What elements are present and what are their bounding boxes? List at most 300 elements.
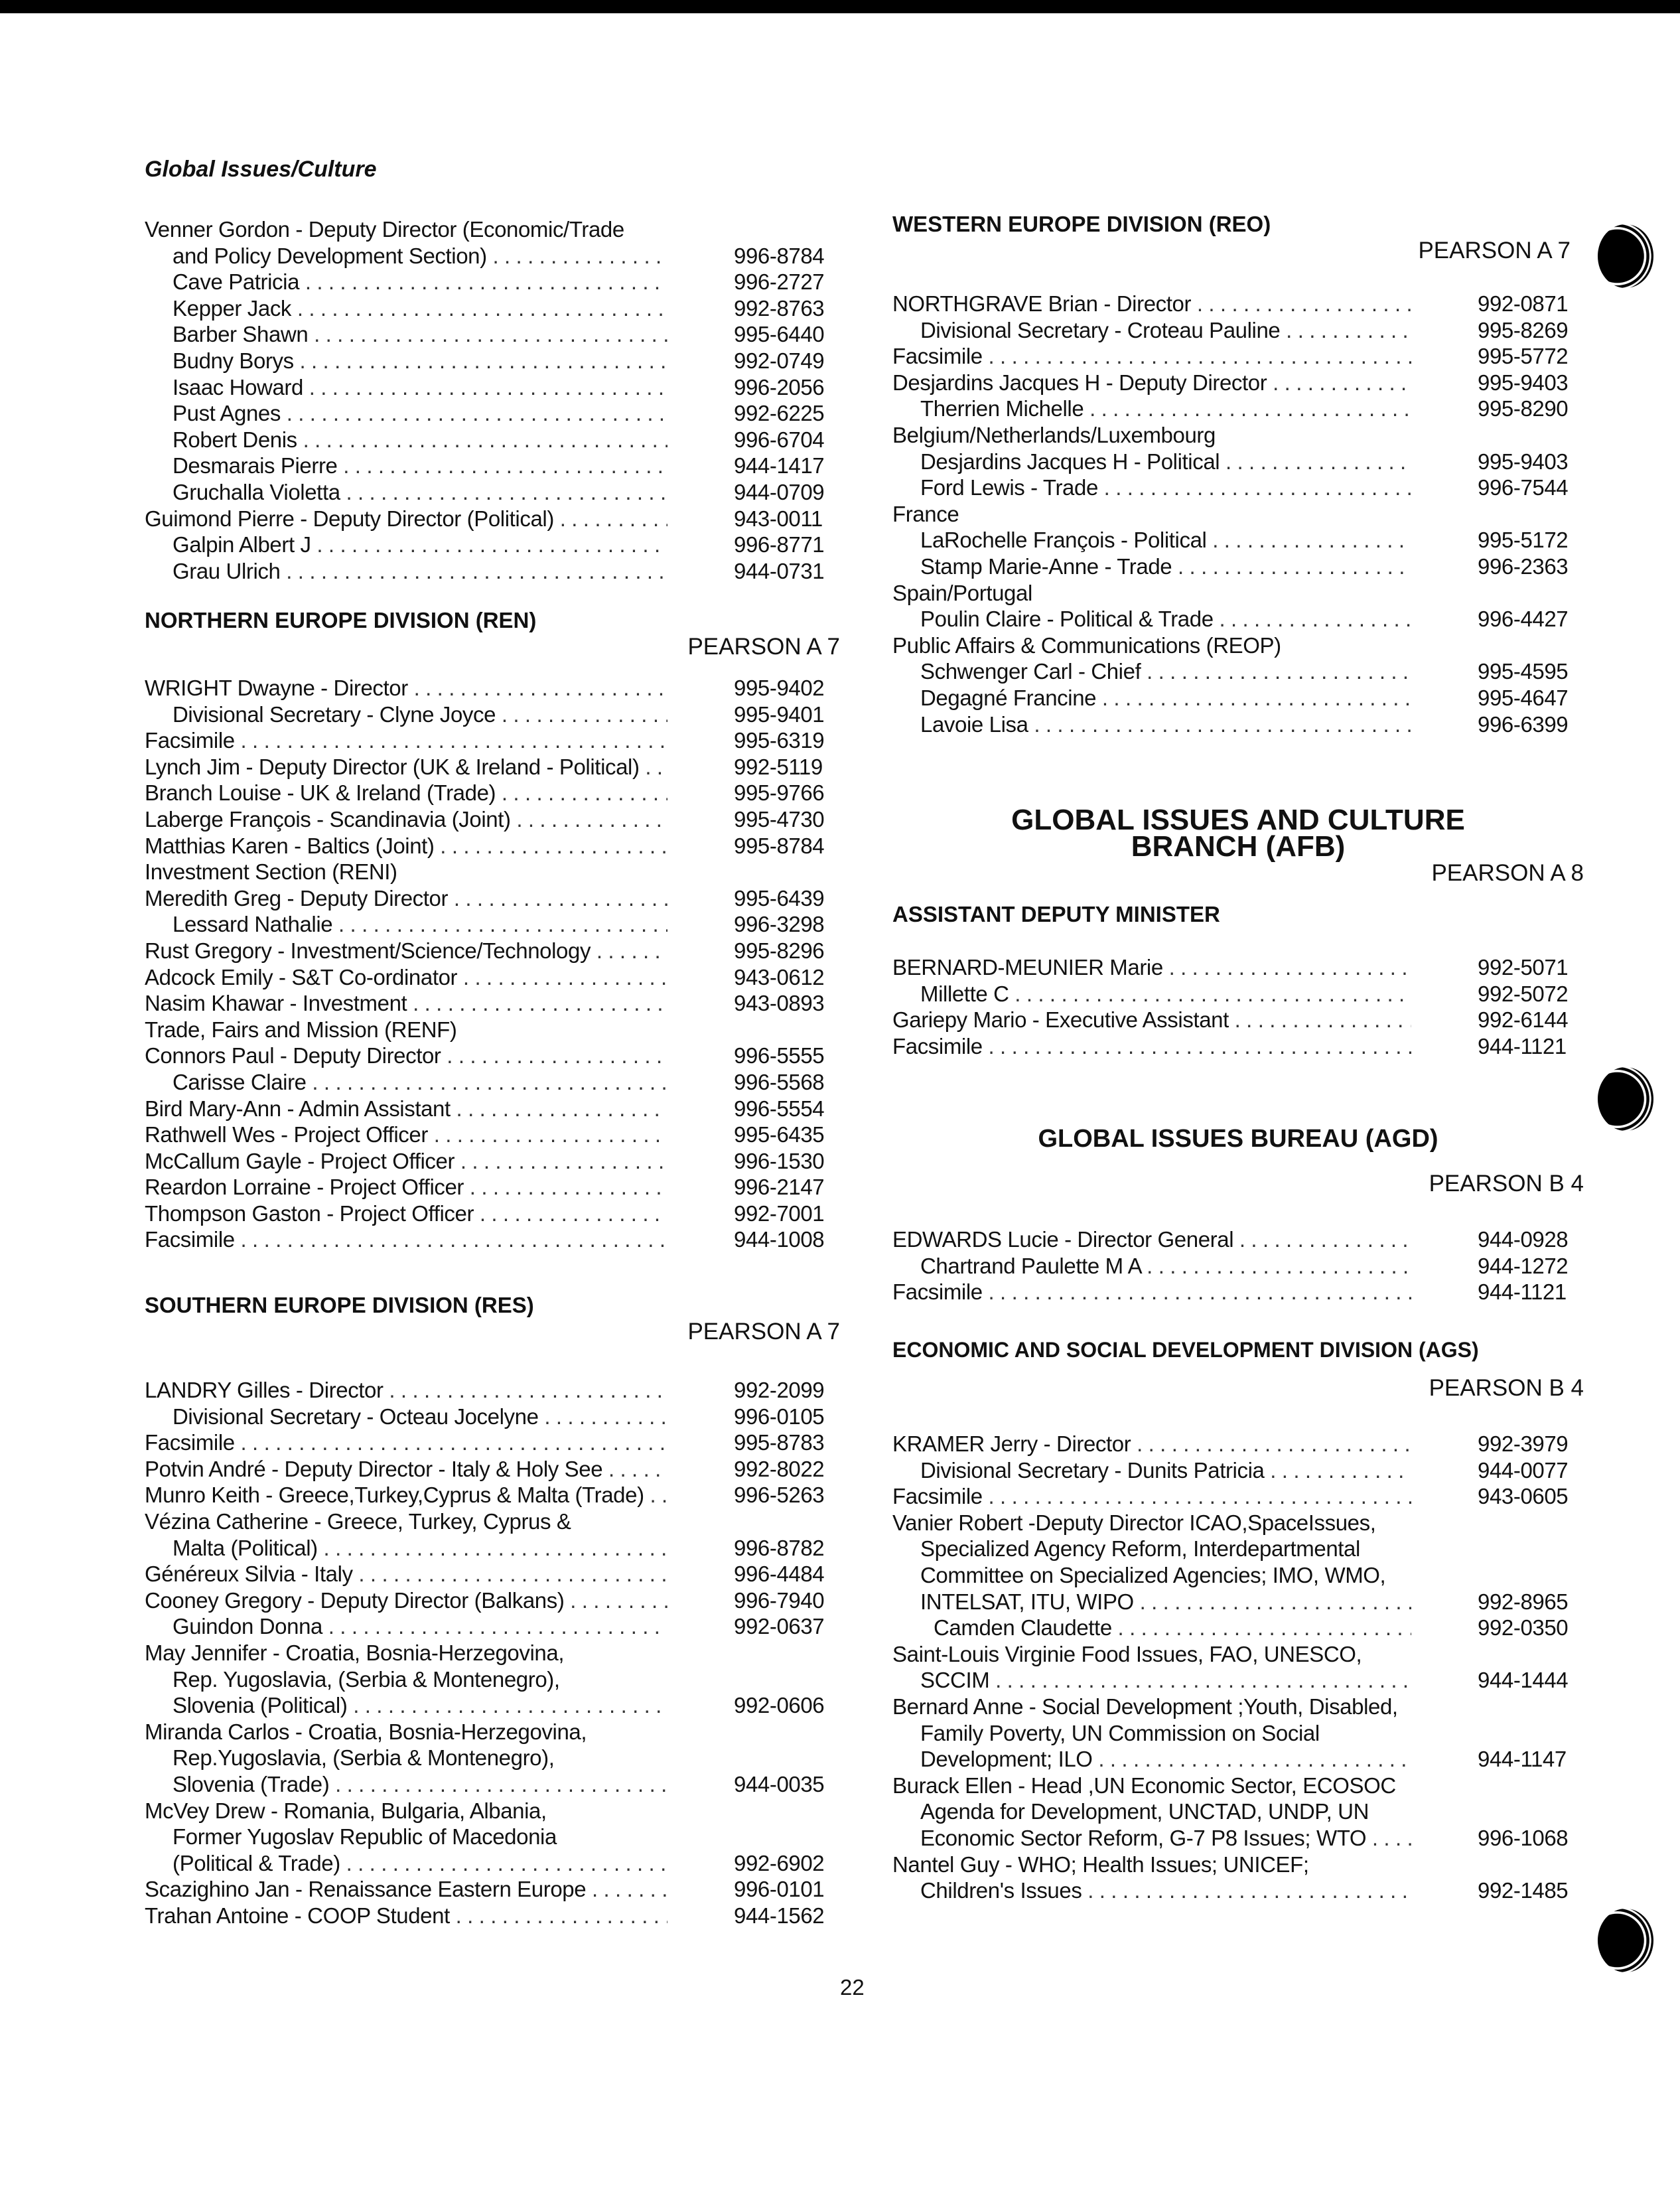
- southern-europe-division: [145, 1292, 840, 1929]
- economic-social-development-division: [892, 1337, 1584, 1904]
- entry-phone: 996-8784: [734, 243, 825, 268]
- directory-entry: [145, 1377, 840, 1404]
- entry-name: KRAMER Jerry - Director . . .: [892, 1431, 1411, 1457]
- directory-entry: [892, 1641, 1584, 1668]
- page-number: 22: [840, 1975, 865, 2000]
- entry-phone: 944-1444: [1478, 1668, 1569, 1693]
- entry-phone: 995-9401: [734, 701, 825, 727]
- directory-entry: [145, 1903, 840, 1929]
- entry-name: LaRochelle François - Political . . .: [920, 527, 1411, 553]
- entry-name: Development; ILO . . .: [920, 1746, 1411, 1773]
- entry-name: Chartrand Paulette M A . . .: [920, 1253, 1411, 1279]
- entry-name: Nantel Guy - WHO; Health Issues; UNICEF;: [892, 1852, 1309, 1877]
- directory-entry: [145, 1482, 840, 1508]
- entry-phone: 996-2147: [734, 1175, 825, 1200]
- entry-name: Stamp Marie-Anne - Trade . . .: [920, 553, 1411, 580]
- branch-title-line-1: GLOBAL ISSUES AND CULTURE: [1011, 804, 1465, 836]
- entry-phone: 995-6440: [734, 322, 825, 347]
- entry-phone: 944-0077: [1478, 1457, 1569, 1483]
- entry-name: Gariepy Mario - Executive Assistant . . .: [892, 1007, 1411, 1033]
- directory-entry: [892, 291, 1584, 317]
- entry-phone: 944-1121: [1478, 1279, 1567, 1305]
- entry-phone: 995-8290: [1478, 396, 1569, 421]
- entry-phone: 996-7940: [734, 1587, 825, 1613]
- entry-name: Slovenia (Political) . . .: [173, 1692, 667, 1719]
- entry-phone: 944-0035: [734, 1771, 825, 1796]
- directory-entry: [892, 1457, 1584, 1484]
- section-location: PEARSON A 7: [687, 634, 840, 660]
- entry-phone: 992-8022: [734, 1456, 825, 1481]
- directory-entry: [892, 658, 1584, 685]
- entry-name: Cooney Gregory - Deputy Director (Balkans) . . .: [145, 1587, 667, 1614]
- directory-entry: [892, 396, 1584, 422]
- entry-name: Scazighino Jan - Renaissance Eastern Europe . . .: [145, 1876, 667, 1903]
- directory-entry: [145, 1798, 840, 1824]
- directory-entry: [892, 1825, 1584, 1852]
- directory-list: [892, 1431, 1584, 1904]
- directory-entry: [892, 1746, 1584, 1773]
- directory-entry: [892, 580, 1584, 607]
- entry-name: Camden Claudette . . .: [934, 1615, 1411, 1641]
- entry-name: Burack Ellen - Head ,UN Economic Sector, ECOSOC: [892, 1773, 1396, 1798]
- entry-phone: 944-0928: [1478, 1227, 1569, 1252]
- directory-list: [892, 1226, 1584, 1305]
- entry-name: Millette C . . .: [920, 981, 1411, 1007]
- entry-phone: 995-8269: [1478, 317, 1569, 342]
- entry-phone: 996-6399: [1478, 711, 1569, 737]
- section-title: SOUTHERN EUROPE DIVISION (RES): [145, 1293, 534, 1317]
- directory-entry: [145, 1017, 840, 1043]
- directory-entry: [892, 1773, 1584, 1799]
- entry-name: Desjardins Jacques H - Deputy Director . . .: [892, 370, 1411, 396]
- entry-phone: 996-6704: [734, 427, 825, 452]
- directory-entry: [145, 374, 840, 401]
- directory-entry: [145, 216, 840, 243]
- entry-phone: 992-5071: [1478, 955, 1569, 980]
- entry-phone: 992-3979: [1478, 1431, 1569, 1456]
- entry-phone: 995-6439: [734, 885, 825, 911]
- directory-entry: [892, 1562, 1584, 1589]
- entry-name: McCallum Gayle - Project Officer . . .: [145, 1148, 667, 1175]
- entry-name: Committee on Specialized Agencies; IMO, WMO,: [920, 1562, 1386, 1587]
- directory-entry: [892, 1694, 1584, 1720]
- entry-phone: 996-0105: [734, 1404, 825, 1429]
- directory-entry: [145, 964, 840, 991]
- scan-top-border: [0, 0, 1680, 13]
- directory-entry: [892, 1720, 1584, 1747]
- entry-name: Guimond Pierre - Deputy Director (Political) . . .: [145, 506, 667, 532]
- entry-phone: 996-0101: [734, 1877, 825, 1902]
- entry-name: Spain/Portugal: [892, 580, 1032, 605]
- entry-phone: 996-1068: [1478, 1825, 1569, 1850]
- section-title: ECONOMIC AND SOCIAL DEVELOPMENT DIVISION (AGS): [892, 1338, 1479, 1362]
- entry-name: Rust Gregory - Investment/Science/Technology . . .: [145, 938, 667, 964]
- entry-name: Vanier Robert -Deputy Director ICAO,SpaceIssues,: [892, 1510, 1376, 1535]
- northern-europe-division: [145, 607, 840, 1253]
- directory-entry: [145, 1692, 840, 1719]
- entry-name: Economic Sector Reform, G-7 P8 Issues; WTO . . .: [920, 1825, 1411, 1852]
- entry-phone: 996-5568: [734, 1069, 825, 1094]
- entry-name: Facsimile . . .: [892, 343, 1411, 370]
- directory-entry: [892, 1536, 1584, 1562]
- entry-name: Vézina Catherine - Greece, Turkey, Cyprus &: [145, 1508, 571, 1534]
- directory-entry: [892, 1431, 1584, 1457]
- western-europe-division: [892, 211, 1584, 737]
- entry-phone: 996-5554: [734, 1096, 825, 1121]
- entry-name: Grau Ulrich . . .: [173, 558, 667, 585]
- entry-name: Facsimile . . .: [145, 1429, 667, 1456]
- directory-entry: [892, 1589, 1584, 1615]
- entry-phone: 995-8296: [734, 938, 825, 963]
- directory-entry: [145, 1069, 840, 1096]
- entry-phone: 996-4484: [734, 1562, 825, 1587]
- global-issues-bureau: [892, 1126, 1584, 1305]
- directory-entry: [145, 269, 840, 295]
- entry-name: BERNARD-MEUNIER Marie . . .: [892, 954, 1411, 981]
- entry-name: Connors Paul - Deputy Director . . .: [145, 1043, 667, 1069]
- entry-phone: 996-3298: [734, 912, 825, 937]
- directory-entry: [145, 1148, 840, 1175]
- section-title: WESTERN EUROPE DIVISION (REO): [892, 212, 1271, 236]
- directory-entry: [145, 479, 840, 506]
- directory-entry: [145, 1201, 840, 1227]
- entry-phone: 995-9403: [1478, 370, 1569, 395]
- entry-name: Carisse Claire . . .: [173, 1069, 667, 1096]
- directory-entry: [145, 295, 840, 322]
- entry-name: Reardon Lorraine - Project Officer . . .: [145, 1174, 667, 1201]
- entry-name: Miranda Carlos - Croatia, Bosnia-Herzegovina,: [145, 1719, 587, 1744]
- directory-entry: [892, 1226, 1584, 1253]
- section-location: PEARSON A 7: [1418, 238, 1571, 263]
- entry-phone: 995-9402: [734, 676, 825, 700]
- entry-name: Rathwell Wes - Project Officer . . .: [145, 1122, 667, 1148]
- directory-entry: [145, 1508, 840, 1535]
- directory-entry: [145, 1429, 840, 1456]
- directory-entry: [145, 754, 840, 780]
- section-location: PEARSON B 4: [1429, 1171, 1584, 1197]
- directory-entry: [892, 527, 1584, 553]
- entry-name: Venner Gordon - Deputy Director (Economic/Trade: [145, 217, 624, 242]
- entry-phone: 996-2056: [734, 374, 825, 400]
- entry-name: Budny Borys . . .: [173, 348, 667, 374]
- entry-name: Poulin Claire - Political & Trade . . .: [920, 606, 1411, 632]
- directory-entry: [145, 1719, 840, 1745]
- entry-name: Trade, Fairs and Mission (RENF): [145, 1017, 457, 1042]
- entry-phone: 996-5263: [734, 1483, 825, 1508]
- branch-title-line-2: BRANCH (AFB): [1131, 830, 1346, 863]
- entry-name: France: [892, 501, 959, 526]
- entry-phone: 944-0709: [734, 479, 825, 504]
- entry-phone: 944-1121: [1478, 1033, 1567, 1058]
- entry-name: Meredith Greg - Deputy Director . . .: [145, 885, 667, 912]
- entry-phone: 995-8784: [734, 833, 825, 858]
- entry-name: Rep.Yugoslavia, (Serbia & Montenegro),: [173, 1745, 555, 1771]
- entry-name: Gruchalla Violetta . . .: [173, 479, 667, 506]
- directory-entry: [145, 911, 840, 938]
- entry-name: Facsimile . . .: [145, 1226, 667, 1253]
- entry-phone: 944-1008: [734, 1227, 825, 1252]
- entry-name: May Jennifer - Croatia, Bosnia-Herzegovina,: [145, 1640, 565, 1665]
- entry-name: Facsimile . . .: [892, 1033, 1411, 1060]
- entry-phone: 943-0612: [734, 964, 825, 989]
- entry-phone: 992-0350: [1478, 1615, 1569, 1640]
- entry-phone: 992-5119: [734, 754, 823, 779]
- entry-name: McVey Drew - Romania, Bulgaria, Albania,: [145, 1798, 547, 1823]
- directory-entry: [892, 1279, 1584, 1305]
- directory-entry: [892, 1483, 1584, 1510]
- directory-entry: [145, 990, 840, 1017]
- directory-entry: [145, 1876, 840, 1903]
- directory-entry: [892, 370, 1584, 396]
- entry-name: Guindon Donna . . .: [173, 1613, 667, 1640]
- entry-phone: 992-0871: [1478, 291, 1569, 316]
- entry-phone: 996-8782: [734, 1535, 825, 1560]
- entry-phone: 992-6225: [734, 401, 825, 426]
- entry-name: Divisional Secretary - Dunits Patricia . . .: [920, 1457, 1411, 1484]
- directory-entry: [145, 675, 840, 701]
- directory-entry: [892, 606, 1584, 632]
- entry-phone: 992-8763: [734, 295, 825, 321]
- directory-entry: [145, 1226, 840, 1253]
- binder-tab-icon: [1598, 224, 1653, 288]
- directory-entry: [892, 632, 1584, 659]
- directory-entry: [892, 685, 1584, 711]
- entry-name: Isaac Howard . . .: [173, 374, 667, 401]
- entry-phone: 992-2099: [734, 1378, 825, 1402]
- entry-name: Barber Shawn . . .: [173, 321, 667, 348]
- section-location: PEARSON A 7: [687, 1319, 840, 1345]
- directory-entry: [892, 1510, 1584, 1536]
- entry-name: Galpin Albert J . . .: [173, 532, 667, 558]
- entry-name: Pust Agnes . . .: [173, 400, 667, 427]
- directory-entry: [145, 1587, 840, 1614]
- entry-name: Family Poverty, UN Commission on Social: [920, 1720, 1320, 1745]
- entry-name: Ford Lewis - Trade . . .: [920, 474, 1411, 501]
- entry-name: EDWARDS Lucie - Director General . . .: [892, 1226, 1411, 1253]
- entry-name: Facsimile . . .: [892, 1483, 1411, 1510]
- entry-name: Investment Section (RENI): [145, 859, 397, 885]
- sub-heading: ASSISTANT DEPUTY MINISTER: [892, 902, 1220, 926]
- intro-list: [145, 216, 840, 584]
- directory-entry: [145, 859, 840, 885]
- entry-phone: 992-1485: [1478, 1878, 1569, 1903]
- entry-name: Généreux Silvia - Italy . . .: [145, 1561, 667, 1587]
- directory-entry: [145, 1043, 840, 1069]
- directory-entry: [145, 400, 840, 427]
- entry-name: Former Yugoslav Republic of Macedonia: [173, 1824, 557, 1850]
- entry-name: Potvin André - Deputy Director - Italy & Holy See . . .: [145, 1456, 667, 1483]
- entry-name: Lavoie Lisa . . .: [920, 711, 1411, 738]
- entry-phone: 992-6902: [734, 1850, 825, 1875]
- directory-entry: [145, 1666, 840, 1693]
- directory-entry: [892, 553, 1584, 580]
- entry-phone: 995-9766: [734, 780, 825, 806]
- directory-entry: [892, 1033, 1584, 1060]
- directory-entry: [892, 1007, 1584, 1033]
- directory-entry: [892, 1798, 1584, 1825]
- entry-name: NORTHGRAVE Brian - Director . . .: [892, 291, 1411, 317]
- entry-name: Robert Denis . . .: [173, 427, 667, 453]
- directory-entry: [145, 1640, 840, 1666]
- entry-name: Belgium/Netherlands/Luxembourg: [892, 422, 1216, 447]
- entry-phone: 944-1272: [1478, 1253, 1569, 1278]
- entry-phone: 944-0731: [734, 558, 825, 583]
- entry-phone: 995-4647: [1478, 685, 1569, 710]
- entry-name: Therrien Michelle . . .: [920, 396, 1411, 422]
- entry-name: Facsimile . . .: [145, 727, 667, 754]
- directory-entry: [892, 711, 1584, 738]
- entry-phone: 944-1417: [734, 453, 825, 478]
- entry-name: Agenda for Development, UNCTAD, UNDP, UN: [920, 1799, 1369, 1824]
- entry-phone: 992-6144: [1478, 1007, 1569, 1033]
- entry-phone: 996-7544: [1478, 475, 1569, 500]
- directory-entry: [145, 558, 840, 585]
- entry-phone: 992-0606: [734, 1693, 825, 1718]
- entry-name: Lessard Nathalie . . .: [173, 911, 667, 938]
- directory-entry: [892, 1852, 1584, 1878]
- entry-phone: 943-0605: [1478, 1484, 1569, 1509]
- entry-phone: 995-4730: [734, 806, 825, 832]
- entry-name: Schwenger Carl - Chief . . .: [920, 658, 1411, 685]
- entry-name: Specialized Agency Reform, Interdepartmental: [920, 1536, 1360, 1562]
- directory-entry: [892, 343, 1584, 370]
- directory-entry: [145, 1174, 840, 1201]
- entry-name: Slovenia (Trade) . . .: [173, 1771, 667, 1798]
- entry-name: Desmarais Pierre . . .: [173, 453, 667, 479]
- entry-name: Divisional Secretary - Clyne Joyce . . .: [173, 701, 667, 728]
- entry-phone: 996-8771: [734, 532, 825, 557]
- directory-entry: [145, 938, 840, 964]
- directory-entry: [145, 1122, 840, 1148]
- entry-phone: 992-0749: [734, 348, 825, 373]
- entry-name: Nasim Khawar - Investment . . .: [145, 990, 667, 1017]
- entry-phone: 996-1530: [734, 1148, 825, 1173]
- entry-name: Degagné Francine . . .: [920, 685, 1411, 711]
- directory-entry: [145, 506, 840, 532]
- directory-entry: [892, 449, 1584, 475]
- entry-name: Kepper Jack . . .: [173, 295, 667, 322]
- entry-phone: 943-0011: [734, 506, 823, 531]
- entry-name: Thompson Gaston - Project Officer . . .: [145, 1201, 667, 1227]
- section-title: NORTHERN EUROPE DIVISION (REN): [145, 608, 537, 632]
- directory-entry: [145, 321, 840, 348]
- entry-phone: 944-1562: [734, 1903, 825, 1928]
- directory-list: [145, 1377, 840, 1929]
- directory-entry: [892, 474, 1584, 501]
- entry-name: Rep. Yugoslavia, (Serbia & Montenegro),: [173, 1666, 560, 1692]
- directory-entry: [145, 348, 840, 374]
- directory-entry: [145, 1850, 840, 1877]
- directory-entry: [892, 501, 1584, 528]
- directory-entry: [145, 1456, 840, 1483]
- entry-name: Bernard Anne - Social Development ;Youth, Disabled,: [892, 1694, 1398, 1719]
- directory-entry: [145, 1404, 840, 1430]
- entry-name: (Political & Trade) . . .: [173, 1850, 667, 1877]
- directory-list: [145, 675, 840, 1253]
- directory-entry: [892, 1877, 1584, 1904]
- directory-entry: [892, 954, 1584, 981]
- entry-name: Branch Louise - UK & Ireland (Trade) . . .: [145, 780, 667, 806]
- entry-name: Matthias Karen - Baltics (Joint) . . .: [145, 833, 667, 859]
- entry-phone: 992-7001: [734, 1201, 825, 1226]
- directory-entry: [145, 780, 840, 806]
- directory-list: [892, 954, 1584, 1059]
- directory-entry: [145, 1535, 840, 1562]
- entry-name: WRIGHT Dwayne - Director . . .: [145, 675, 667, 701]
- entry-phone: 996-4427: [1478, 607, 1569, 632]
- entry-name: Divisional Secretary - Croteau Pauline . . .: [920, 317, 1411, 344]
- entry-phone: 996-2727: [734, 269, 825, 295]
- entry-phone: 943-0893: [734, 991, 825, 1016]
- entry-phone: 995-4595: [1478, 659, 1569, 684]
- entry-name: Desjardins Jacques H - Political . . .: [920, 449, 1411, 475]
- directory-entry: [145, 532, 840, 558]
- directory-entry: [145, 1745, 840, 1771]
- directory-entry: [892, 317, 1584, 344]
- directory-entry: [145, 701, 840, 728]
- entry-phone: 992-0637: [734, 1614, 825, 1639]
- directory-entry: [145, 727, 840, 754]
- directory-entry: [145, 427, 840, 453]
- entry-name: Laberge François - Scandinavia (Joint) . . .: [145, 806, 667, 833]
- directory-entry: [892, 1667, 1584, 1694]
- binder-tab-icon: [1598, 1067, 1653, 1131]
- entry-name: Adcock Emily - S&T Co-ordinator . . .: [145, 964, 667, 991]
- entry-phone: 996-2363: [1478, 553, 1569, 579]
- directory-entry: [145, 1096, 840, 1122]
- entry-name: Divisional Secretary - Octeau Jocelyne . . .: [173, 1404, 667, 1430]
- directory-entry: [892, 981, 1584, 1007]
- directory-entry: [145, 833, 840, 859]
- directory-entry: [145, 806, 840, 833]
- directory-entry: [145, 243, 840, 269]
- entry-name: Munro Keith - Greece,Turkey,Cyprus & Malta (Trade) . . .: [145, 1482, 667, 1508]
- entry-name: LANDRY Gilles - Director . . .: [145, 1377, 667, 1404]
- entry-name: Saint-Louis Virginie Food Issues, FAO, UNESCO,: [892, 1641, 1362, 1666]
- directory-entry: [145, 885, 840, 912]
- entry-name: Lynch Jim - Deputy Director (UK & Ireland - Political) . . .: [145, 754, 667, 780]
- entry-name: INTELSAT, ITU, WIPO . . .: [920, 1589, 1411, 1615]
- directory-entry: [145, 1613, 840, 1640]
- entry-name: Public Affairs & Communications (REOP): [892, 632, 1281, 658]
- directory-entry: [892, 1253, 1584, 1279]
- entry-phone: 996-5555: [734, 1043, 825, 1068]
- entry-name: Children's Issues . . .: [920, 1877, 1411, 1904]
- directory-entry: [892, 422, 1584, 449]
- entry-name: Facsimile . . .: [892, 1279, 1411, 1305]
- section-location: PEARSON A 8: [1431, 860, 1584, 886]
- entry-phone: 995-8783: [734, 1430, 825, 1455]
- entry-phone: 995-9403: [1478, 449, 1569, 474]
- directory-list: [892, 291, 1584, 737]
- directory-entry: [892, 1615, 1584, 1641]
- entry-name: Cave Patricia . . .: [173, 269, 667, 295]
- entry-name: SCCIM . . .: [920, 1667, 1411, 1694]
- entry-name: Trahan Antoine - COOP Student . . .: [145, 1903, 667, 1929]
- binder-tab-icon: [1598, 1909, 1653, 1972]
- entry-name: Bird Mary-Ann - Admin Assistant . . .: [145, 1096, 667, 1122]
- entry-phone: 995-5172: [1478, 528, 1569, 553]
- directory-entry: [145, 1561, 840, 1587]
- entry-phone: 944-1147: [1478, 1747, 1567, 1772]
- entry-phone: 995-6319: [734, 728, 825, 753]
- section-location: PEARSON B 4: [1429, 1375, 1584, 1401]
- entry-phone: 992-5072: [1478, 981, 1569, 1006]
- entry-name: Malta (Political) . . .: [173, 1535, 667, 1562]
- entry-phone: 992-8965: [1478, 1589, 1569, 1614]
- directory-entry: [145, 1824, 840, 1850]
- directory-entry: [145, 453, 840, 479]
